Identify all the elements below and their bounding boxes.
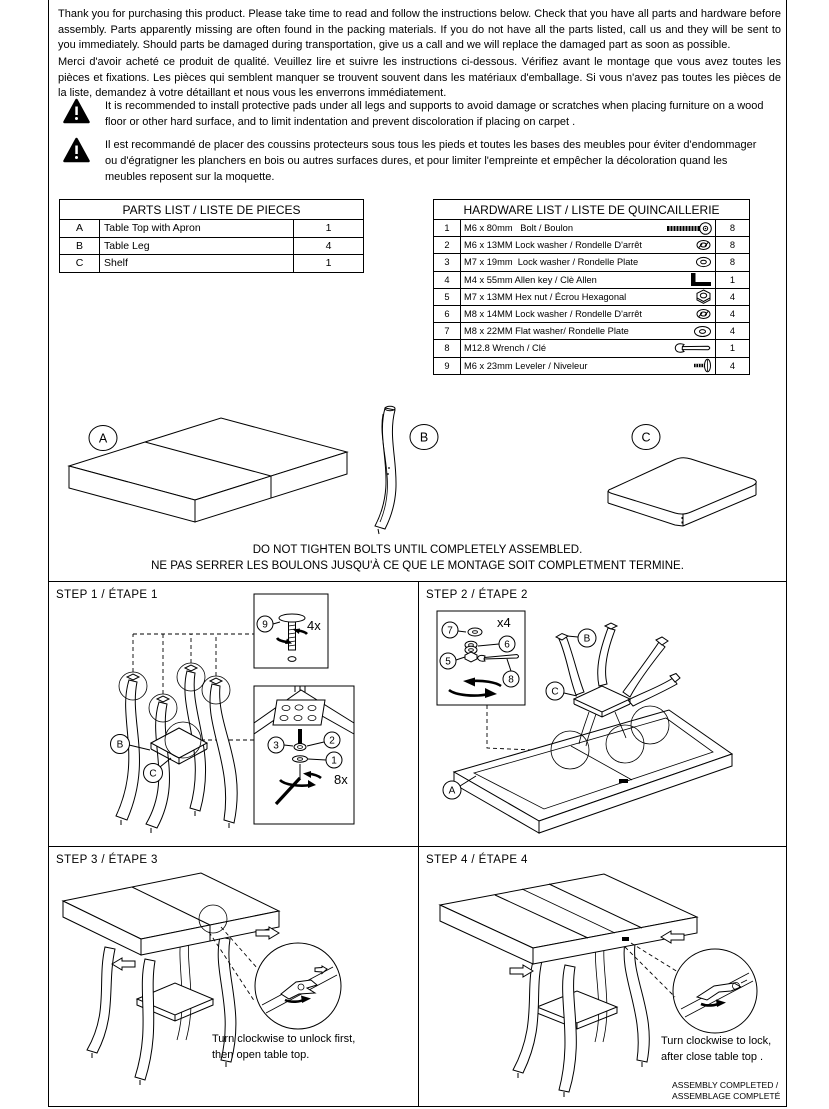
- lock-washer-icon: [695, 308, 712, 320]
- sheet-border: [48, 0, 787, 1107]
- step2-panel: [418, 581, 786, 846]
- part-id: A: [60, 220, 100, 238]
- callout-3: [268, 737, 293, 753]
- steps-grid: [49, 581, 786, 1107]
- hardware-desc: M6 x 80mm Bolt / Boulon: [464, 223, 574, 234]
- hardware-row: 3 M7 x 19mm Lock washer / Rondelle Plate 8: [434, 254, 750, 271]
- parts-row: [60, 220, 364, 238]
- hardware-desc: M12.8 Wrench / Clé: [464, 343, 546, 354]
- step1-panel: [49, 581, 418, 846]
- hardware-row: 9 M6 x 23mm Leveler / Niveleur 4: [434, 357, 750, 374]
- part-name: Table Top with Apron: [100, 220, 294, 238]
- step3-panel: [49, 846, 418, 1107]
- callout-7: [442, 622, 466, 638]
- step2-label-b: [567, 629, 596, 647]
- latch-detail-circle: [255, 943, 341, 1029]
- wrench-drawing: [478, 655, 519, 662]
- step3-title: STEP 3 / ÉTAPE 3: [56, 854, 158, 866]
- warning-triangle-icon: [63, 137, 90, 169]
- parts-list-title: PARTS LIST / LISTE DE PIECES: [60, 200, 364, 220]
- lock-washer-icon: [695, 239, 712, 251]
- part-label-a: [89, 426, 117, 451]
- assembly-warning-line2: NE PAS SERRER LES BOULONS JUSQU'À CE QUE LE MONTAGE SOIT COMPLETMENT TERMINE.: [151, 559, 684, 572]
- assembly-warning: [49, 543, 786, 574]
- leveler-drawing: [277, 614, 307, 661]
- hardware-row: 4 M4 x 55mm Allen key / Clè Allen 1: [434, 271, 750, 288]
- step1-bolt-count: 8x: [334, 772, 348, 787]
- leveler-icon: [693, 358, 712, 373]
- step1-diagram: [49, 582, 418, 846]
- hardware-row: 2 M6 x 13MM Lock washer / Rondelle D'arrêt 8: [434, 237, 750, 254]
- svg-text:3: 3: [273, 740, 279, 752]
- part-label-c: [632, 425, 660, 450]
- step1-title: STEP 1 / ÉTAPE 1: [56, 589, 158, 601]
- hardware-list-title: HARDWARE LIST / LISTE DE QUINCAILLERIE: [434, 200, 750, 220]
- step2-title: STEP 2 / ÉTAPE 2: [426, 589, 528, 601]
- part-id: B: [60, 237, 100, 255]
- callout-2: [307, 732, 340, 748]
- svg-text:A: A: [98, 431, 108, 446]
- step1-leveler-inset: [254, 594, 328, 668]
- step4-panel: [418, 846, 786, 1107]
- hex-nut-drawing: [465, 652, 477, 662]
- svg-text:5: 5: [445, 656, 451, 668]
- table-top-underside-drawing: [454, 710, 732, 833]
- flat-washer-icon: [695, 256, 712, 268]
- flat-washer-drawing: [468, 628, 482, 636]
- assembly-completed-note: ASSEMBLY COMPLETED / ASSEMBLAGE COMPLETÉ: [672, 1080, 781, 1101]
- warning-text-en: It is recommended to install protective pads under all legs and supports to avoid damage or scratches when placing furniture on a wood floor or other hard surface, and to limit indentation and prevent discoloration if placing on carpet .: [105, 100, 764, 128]
- step2-diagram: [419, 582, 787, 846]
- hardware-desc: M4 x 55mm Allen key / Clè Allen: [464, 274, 597, 285]
- allen-key-icon: [689, 272, 712, 287]
- hardware-row: 6 M8 x 14MM Lock washer / Rondelle D'arrêt 4: [434, 305, 750, 322]
- step2-inset: [437, 611, 525, 705]
- wrench-icon: [674, 342, 712, 355]
- open-arrow-left: [112, 958, 135, 970]
- svg-text:B: B: [116, 739, 124, 751]
- part-label-b: [410, 425, 438, 450]
- svg-text:C: C: [551, 686, 559, 698]
- step3-note: Turn clockwise to unlock first, then open table top.: [212, 1033, 356, 1061]
- close-arrow-left: [510, 965, 533, 977]
- hex-nut-icon: [695, 289, 712, 304]
- latch-drawing: [281, 980, 317, 999]
- hardware-desc: M7 x 19mm Lock washer / Rondelle Plate: [464, 257, 639, 268]
- loose-parts-diagram: [49, 400, 786, 542]
- part-qty: 4: [294, 237, 364, 255]
- part-name: Shelf: [100, 255, 294, 273]
- step1-bolt-inset: [254, 686, 354, 824]
- hardware-desc: M6 x 23mm Leveler / Niveleur: [464, 360, 588, 371]
- callout-8: [503, 659, 519, 687]
- extended-table-drawing: [440, 874, 697, 1097]
- intro-paragraph-en: Thank you for purchasing this product. Please take time to read and follow the instructions below. Check that you have all parts and hardware before assembly. Parts apparently missing are often found in the packing materials. If you do not have all the parts listed, call us and they will be sent to you immediately. Should parts be damaged during transportation, give us a call and we will replace the damaged part as soon as possible.: [58, 8, 781, 51]
- parts-list-table: [59, 199, 364, 273]
- rotation-arrow: [449, 678, 501, 699]
- corner-block-drawing: [254, 686, 354, 734]
- svg-text:B: B: [419, 430, 429, 445]
- bolt-stack-drawing: [293, 729, 308, 762]
- step2-count: x4: [497, 615, 511, 630]
- bolt-icon: [666, 222, 712, 235]
- table-leg-drawing: [375, 406, 396, 534]
- intro-paragraph-fr: Merci d'avoir acheté ce produit de qualité. Veuillez lire et suivre les instructions ci-dessous. Vérifiez avant le montage que vous avez toutes les pièces et fixations. Les pièces qui semblent manquer se trouvent souvent dans les matériaux d'emballage. Si vous n'avez pas toutes les pièces de la liste, demandez à votre détaillant et nous vous les enverrons immédiatement.: [58, 56, 781, 99]
- step4-title: STEP 4 / ÉTAPE 4: [426, 854, 528, 866]
- warning-note-fr: [63, 137, 775, 185]
- assembly-warning-line1: DO NOT TIGHTEN BOLTS UNTIL COMPLETELY ASSEMBLED.: [252, 544, 583, 556]
- svg-text:6: 6: [504, 639, 510, 651]
- hardware-row: 5 M7 x 13MM Hex nut / Écrou Hexagonal 4: [434, 288, 750, 305]
- hardware-row: 1 M6 x 80mm Bolt / Boulon 8: [434, 220, 750, 237]
- hardware-desc: M8 x 14MM Lock washer / Rondelle D'arrêt: [464, 309, 642, 320]
- hardware-list-table: [433, 199, 750, 375]
- allen-key-drawing: [276, 764, 321, 804]
- callout-1: [308, 752, 342, 768]
- svg-text:C: C: [149, 768, 157, 780]
- svg-text:B: B: [583, 633, 591, 645]
- step4-diagram: [419, 847, 787, 1107]
- svg-text:1: 1: [331, 755, 337, 767]
- svg-text:7: 7: [447, 625, 453, 637]
- warning-note-en: [63, 98, 775, 130]
- svg-text:2: 2: [329, 735, 335, 747]
- latch-turn-arrow: [315, 966, 327, 974]
- part-qty: 1: [294, 220, 364, 238]
- svg-text:9: 9: [262, 619, 268, 631]
- warning-text-fr: Il est recommandé de placer des coussins protecteurs sous tous les pieds et toutes les bases des meubles pour éviter d'endommager ou d'égratigner les planchers en bois ou autres surfaces dures, et pour limiter l'empreinte et empêcher la décoloration quand les meubles reposent sur la moquette.: [105, 139, 757, 183]
- svg-text:A: A: [448, 785, 456, 797]
- part-name: Table Leg: [100, 237, 294, 255]
- step4-note: Turn clockwise to lock, after close table top .: [661, 1035, 772, 1063]
- latch-detail-circle: [673, 949, 757, 1033]
- callout-6: [478, 636, 515, 652]
- part-id: C: [60, 255, 100, 273]
- part-qty: 1: [294, 255, 364, 273]
- svg-text:C: C: [641, 430, 651, 445]
- callout-5: [440, 653, 465, 669]
- hardware-row: 7 M8 x 22MM Flat washer/ Rondelle Plate 4: [434, 323, 750, 340]
- parts-row: [60, 237, 364, 255]
- flat-washer-icon: [693, 325, 712, 338]
- shelf-drawing: [608, 458, 756, 526]
- hardware-desc: M6 x 13MM Lock washer / Rondelle D'arrêt: [464, 240, 642, 251]
- warning-triangle-icon: [63, 98, 90, 130]
- parts-row: [60, 255, 364, 273]
- svg-text:8: 8: [508, 674, 514, 686]
- hardware-row: 8 M12.8 Wrench / Clé 1: [434, 340, 750, 357]
- step3-diagram: [49, 847, 418, 1107]
- step1-leveler-count: 4x: [307, 618, 321, 633]
- hardware-desc: M8 x 22MM Flat washer/ Rondelle Plate: [464, 326, 629, 337]
- hardware-desc: M7 x 13MM Hex nut / Écrou Hexagonal: [464, 291, 627, 302]
